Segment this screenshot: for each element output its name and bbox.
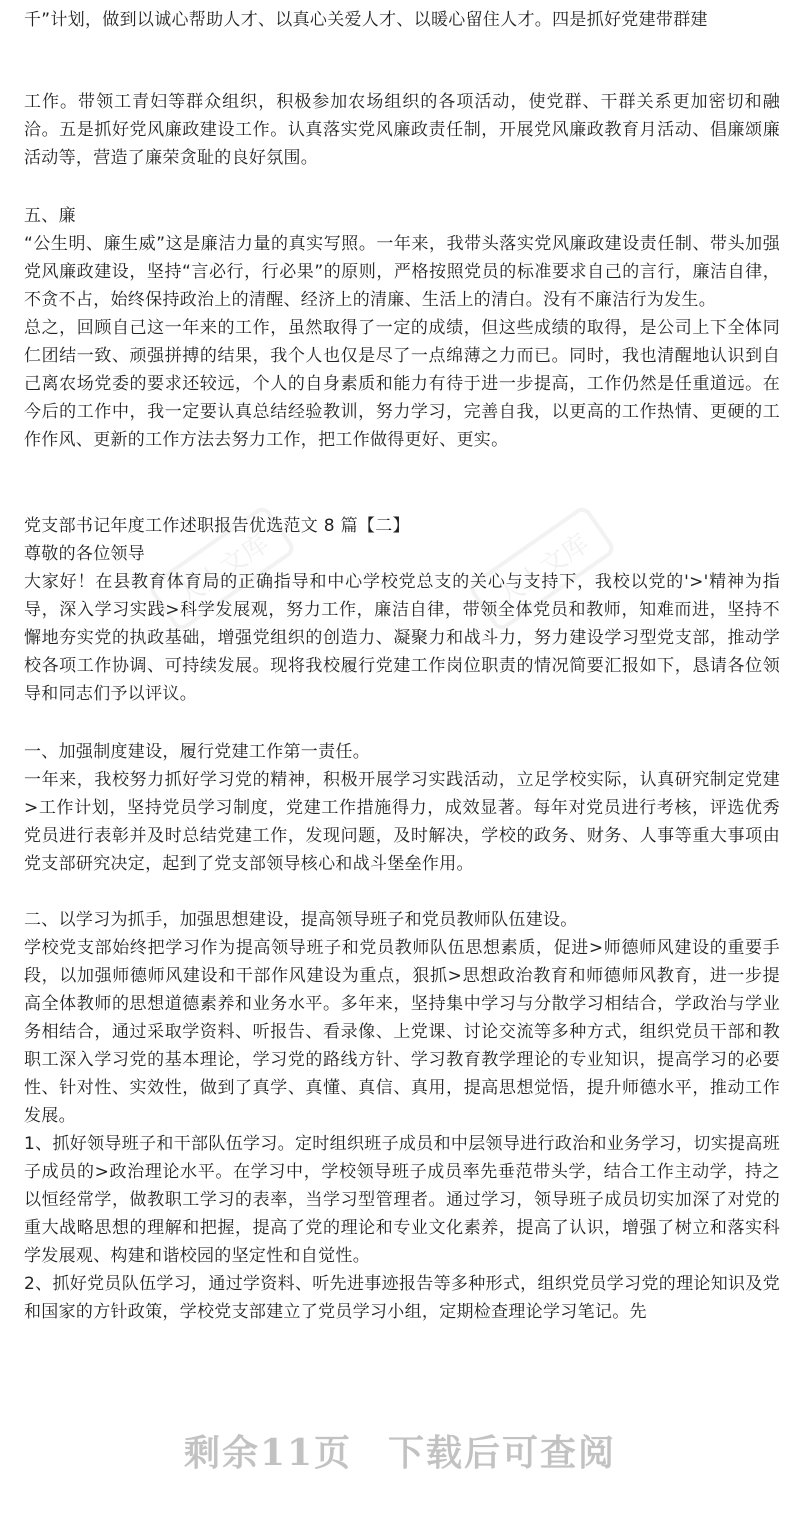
- section-heading: 一、加强制度建设，履行党建工作第一责任。: [24, 742, 370, 762]
- paragraph: 千”计划，做到以诚心帮助人才、以真心关爱人才、以暖心留住人才。四是抓好党建带群建: [24, 10, 708, 30]
- remaining-pages-label: 剩余11页: [183, 1432, 353, 1474]
- paragraph: 学校党支部始终把学习作为提高领导班子和党员教师队伍思想素质，促进>师德师风建设的重要手段，以加强师德师风建设和干部作风建设为重点，狠抓>思想政治教育和师德师风教育，进一步提高全体教师的思想道德素养和业务水平。多年来，坚持集中学习与分散学习相结合，学政治与学业务相结合，通过采取学资料、听报告、看录像、上党课、讨论交流等多种方式，组织党员干部和教职工深入学习党的基本理论，学习党的路线方针、学习教育教学理论的专业知识，提高学习的必要性、针对性、实效性，做到了真学、真懂、真信、真用，提高思想觉悟，提升师德水平，推动工作发展。: [24, 938, 780, 1126]
- list-item: 1、抓好领导班子和干部队伍学习。定时组织班子成员和中层领导进行政治和业务学习，切实提高班子成员的>政治理论水平。在学习中，学校领导班子成员率先垂范带头学，结合工作主动学，持之以恒经常学，做教职工学习的表率，当学习型管理者。通过学习，领导班子成员切实加深了对党的重大战略思想的理解和把握，提高了党的理论和专业文化素养，提高了认识，增强了树立和落实科学发展观、构建和谐校园的坚定性和自觉性。: [24, 1134, 780, 1266]
- section-five: [24, 202, 780, 454]
- paragraph: “公生明、廉生威”这是廉洁力量的真实写照。一年来，我带头落实党风廉政建设责任制、带头加强党风廉政建设，坚持“言必行，行必果”的原则，严格按照党员的标准要求自己的言行，廉洁自律，不贪不占，始终保持政治上的清醒、经济上的清廉、生活上的清白。没有不廉洁行为发生。: [24, 234, 780, 310]
- article-title: 党支部书记年度工作述职报告优选范文 8 篇【二】: [24, 516, 410, 536]
- paragraph: 大家好！在县教育体育局的正确指导和中心学校党总支的关心与支持下，我校以党的'>'精神为指导，深入学习实践>科学发展观，努力工作，廉洁自律，带领全体党员和教师，知难而进，坚持不懈地夯实党的执政基础，增强党组织的创造力、凝聚力和战斗力，努力建设学习型党支部，推动学校各项工作协调、可持续发展。现将我校履行党建工作岗位职责的情况简要汇报如下，恳请各位领导和同志们予以评议。: [24, 572, 780, 704]
- part-one-text: [24, 88, 780, 172]
- section-heading: 五、廉: [24, 206, 76, 226]
- top-fragment: [24, 6, 780, 34]
- list-item: 2、抓好党员队伍学习，通过学资料、听先进事迹报告等多种形式，组织党员学习党的理论知识及党和国家的方针政策，学校党支部建立了党员学习小组，定期检查理论学习笔记。先: [24, 1274, 780, 1322]
- watermark-stamp: 人人文库: [467, 504, 618, 633]
- paragraph: 工作。带领工青妇等群众组织，积极参加农场组织的各项活动，使党群、干群关系更加密切和融洽。五是抓好党风廉政建设工作。认真落实党风廉政责任制，开展党风廉政教育月活动、倡廉颂廉活动等，营造了廉荣贪耻的良好氛围。: [24, 92, 780, 168]
- paragraph: 总之，回顾自己这一年来的工作，虽然取得了一定的成绩，但这些成绩的取得，是公司上下全体同仁团结一致、顽强拼搏的结果，我个人也仅是尽了一点绵薄之力而已。同时，我也清醒地认识到自己离农场党委的要求还较远，个人的自身素质和能力有待于进一步提高，工作仍然是任重道远。在今后的工作中，我一定要认真总结经验教训，努力学习，完善自我，以更高的工作热情、更硬的工作作风、更新的工作方法去努力工作，把工作做得更好、更实。: [24, 318, 780, 450]
- section-strengthen-system: [24, 738, 780, 878]
- download-to-view-label: 下载后可查阅: [388, 1432, 617, 1474]
- watermark-stamp: 人人文库: [147, 504, 298, 633]
- salutation: 尊敬的各位领导: [24, 544, 146, 564]
- section-heading: 二、以学习为抓手，加强思想建设，提高领导班子和党员教师队伍建设。: [24, 910, 578, 930]
- paragraph: 一年来，我校努力抓好学习党的精神，积极开展学习实践活动，立足学校实际，认真研究制定党建>工作计划，坚持党员学习制度，党建工作措施得力，成效显著。每年对党员进行考核，评选优秀党员进行表彰并及时总结党建工作，发现问题，及时解决，学校的政务、财务、人事等重大事项由党支部研究决定，起到了党支部领导核心和战斗堡垒作用。: [24, 770, 780, 874]
- download-prompt[interactable]: [0, 1425, 800, 1476]
- section-study: [24, 906, 780, 1326]
- article-two-header: [24, 512, 780, 708]
